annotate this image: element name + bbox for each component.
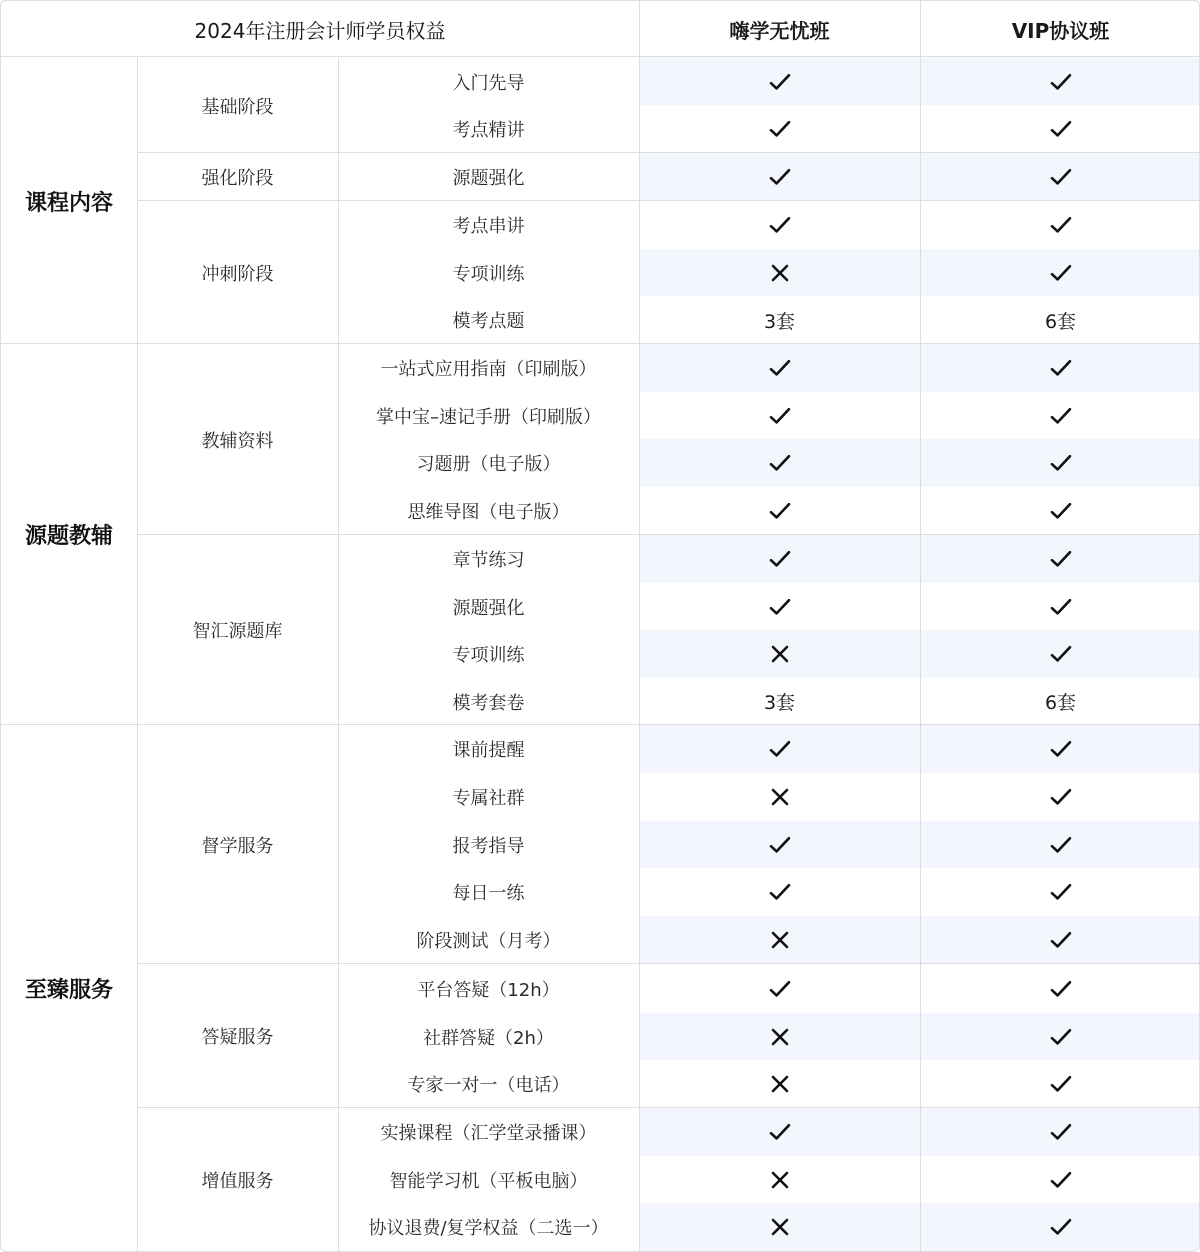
header-plan-a: 嗨学无忧班	[729, 18, 830, 43]
check-icon	[920, 392, 1200, 439]
header-plan-b: VIP协议班	[1011, 18, 1110, 43]
column-divider	[639, 1, 640, 1252]
check-icon	[920, 105, 1200, 153]
cross-icon	[639, 1203, 920, 1251]
benefit-item-label: 思维导图（电子版）	[407, 502, 570, 523]
row-divider	[137, 1107, 1200, 1108]
benefit-item-label: 每日一练	[452, 883, 525, 904]
check-icon	[639, 821, 920, 868]
category-label: 源题教辅	[24, 524, 113, 549]
benefit-item-label: 报考指导	[452, 835, 525, 857]
check-icon	[920, 58, 1200, 105]
check-icon	[920, 1203, 1200, 1251]
category-label: 至臻服务	[24, 977, 113, 1003]
group-label: 智汇源题库	[192, 621, 283, 642]
check-icon	[920, 1060, 1200, 1108]
check-icon	[920, 964, 1200, 1013]
group-label: 答疑服务	[201, 1027, 274, 1048]
check-icon	[639, 105, 920, 153]
check-icon	[920, 487, 1200, 535]
check-icon	[920, 344, 1200, 392]
row-divider	[1, 724, 1200, 725]
check-icon	[639, 392, 920, 439]
check-icon	[920, 1156, 1200, 1203]
header-title: 2024年注册会计师学员权益	[194, 18, 446, 43]
benefit-item-label: 阶段测试（月考）	[416, 931, 561, 952]
check-icon	[920, 868, 1200, 916]
column-divider	[920, 1, 921, 1252]
plan-a-value: 3套	[763, 310, 796, 333]
check-icon	[639, 439, 920, 487]
group-label: 冲刺阶段	[201, 263, 274, 285]
check-icon	[920, 249, 1200, 296]
check-icon	[639, 535, 920, 583]
benefit-item-label: 协议退费/复学权益（二选一）	[368, 1218, 609, 1239]
row-divider	[1, 343, 1200, 344]
benefit-item-label: 习题册（电子版）	[416, 454, 561, 475]
check-icon	[639, 201, 920, 249]
benefit-item-label: 一站式应用指南（印刷版）	[380, 359, 597, 380]
check-icon	[639, 583, 920, 630]
benefit-item-label: 专项训练	[452, 263, 525, 285]
benefit-item-label: 源题强化	[452, 168, 525, 189]
check-icon	[920, 535, 1200, 583]
benefit-item-label: 源题强化	[452, 597, 525, 619]
cross-icon	[639, 1013, 920, 1060]
column-divider	[137, 58, 138, 1252]
check-icon	[639, 725, 920, 773]
row-divider	[1, 56, 1200, 57]
group-label: 强化阶段	[201, 168, 274, 189]
check-icon	[920, 201, 1200, 249]
benefit-item-label: 模考点题	[452, 311, 525, 332]
check-icon	[920, 630, 1200, 678]
row-divider	[137, 963, 1200, 964]
benefit-item-label: 专属社群	[452, 788, 525, 809]
cross-icon	[639, 630, 920, 678]
row-divider	[137, 534, 1200, 535]
benefit-item-label: 实操课程（汇学堂录播课）	[380, 1123, 597, 1144]
cross-icon	[639, 1060, 920, 1108]
benefit-item-label: 考点精讲	[452, 120, 525, 141]
group-label: 基础阶段	[201, 96, 274, 118]
check-icon	[639, 1108, 920, 1156]
row-divider	[137, 200, 1200, 201]
cross-icon	[639, 773, 920, 821]
benefit-item-label: 社群答疑（2h）	[423, 1027, 554, 1049]
check-icon	[639, 344, 920, 392]
check-icon	[920, 583, 1200, 630]
group-label: 教辅资料	[201, 430, 274, 452]
check-icon	[639, 487, 920, 535]
check-icon	[920, 725, 1200, 773]
benefit-item-label: 专项训练	[452, 645, 525, 666]
check-icon	[639, 868, 920, 916]
benefit-item-label: 专家一对一（电话）	[407, 1075, 570, 1096]
check-icon	[639, 58, 920, 105]
cross-icon	[639, 249, 920, 296]
row-divider	[137, 152, 1200, 153]
check-icon	[920, 1108, 1200, 1156]
benefit-item-label: 章节练习	[452, 550, 525, 571]
check-icon	[639, 153, 920, 201]
cross-icon	[639, 1156, 920, 1203]
plan-a-value: 3套	[763, 692, 796, 714]
check-icon	[920, 439, 1200, 487]
column-divider	[338, 58, 339, 1252]
check-icon	[639, 964, 920, 1013]
group-label: 督学服务	[201, 835, 274, 857]
check-icon	[920, 1013, 1200, 1060]
plan-b-value: 6套	[1044, 692, 1077, 714]
check-icon	[920, 773, 1200, 821]
category-label: 课程内容	[24, 190, 113, 216]
check-icon	[920, 821, 1200, 868]
benefit-item-label: 考点串讲	[452, 216, 525, 237]
benefit-item-label: 入门先导	[452, 72, 525, 94]
benefit-item-label: 掌中宝–速记手册（印刷版）	[376, 406, 601, 428]
check-icon	[920, 153, 1200, 201]
benefit-item-label: 智能学习机（平板电脑）	[389, 1170, 588, 1192]
plan-b-value: 6套	[1044, 310, 1077, 333]
cross-icon	[639, 916, 920, 964]
benefit-item-label: 课前提醒	[452, 740, 525, 761]
benefit-item-label: 模考套卷	[452, 692, 525, 714]
group-label: 增值服务	[201, 1170, 274, 1192]
benefit-item-label: 平台答疑（12h）	[417, 979, 560, 1001]
check-icon	[920, 916, 1200, 964]
